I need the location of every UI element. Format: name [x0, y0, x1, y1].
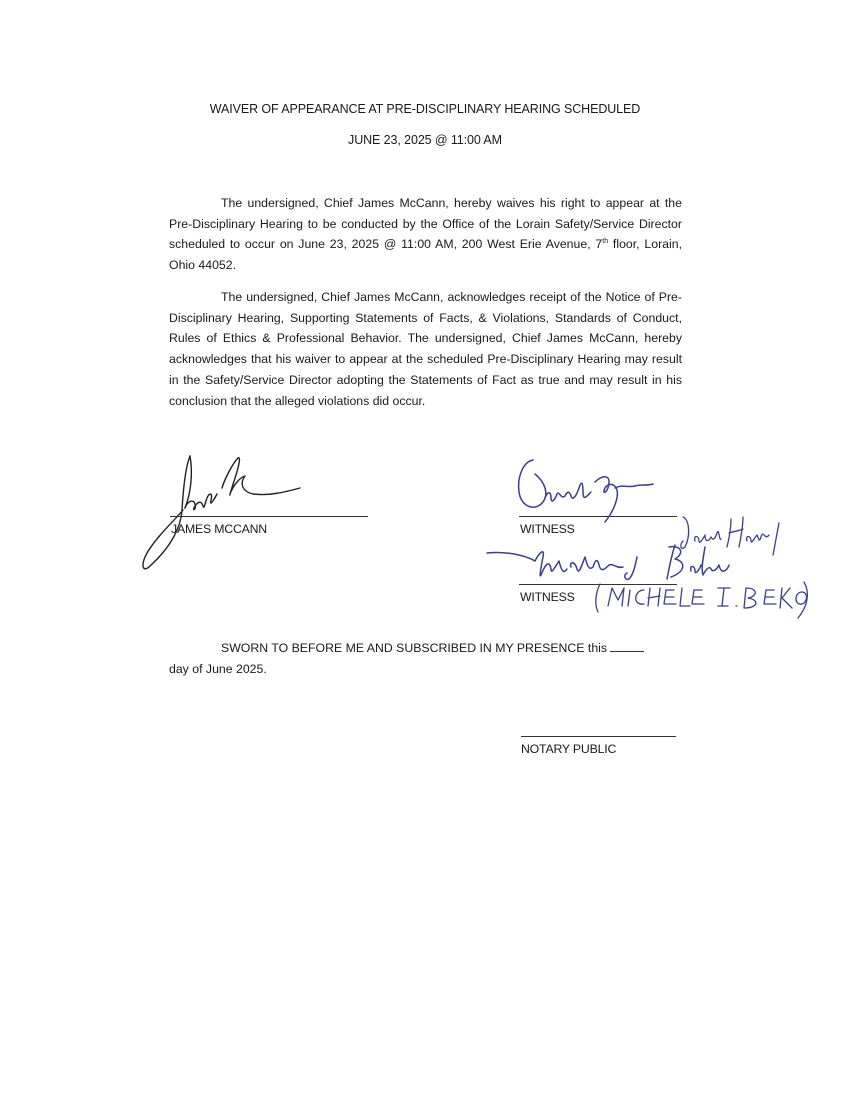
witness-1-signature-icon	[505, 452, 705, 532]
witness-1-signature-line	[519, 516, 677, 517]
sworn-statement	[169, 638, 689, 679]
waiver-text: The undersigned, Chief James McCann, hereby waives his right to appear at the Pre-Disciplinary Hearing to be conducted by the Office of the Lorain Safety/Service Director scheduled to occur on June 23, 2025 @ 11:00 AM, 200 West Erie Avenue, 7	[169, 196, 682, 252]
notary-public-label: NOTARY PUBLIC	[521, 742, 617, 756]
witness-2-label: WITNESS	[520, 590, 575, 604]
waiver-text-end: floor, Lorain, Ohio 44052.	[169, 237, 683, 273]
signer-signature-icon	[135, 448, 315, 578]
hearing-date: JUNE 23, 2025 @ 11:00 AM	[348, 133, 502, 147]
ordinal-suffix: th	[602, 238, 609, 246]
witness-1-printed-name-icon	[675, 505, 785, 560]
acknowledgement-paragraph: The undersigned, Chief James McCann, acknowledges receipt of the Notice of Pre-Disciplinary Hearing, Supporting Statements of Facts, & Violations, Standards of Conduct, Rules of Ethics & Professional Behavior. The undersigned, Chief James McCann, hereby acknowledges that his waiver to appear at the scheduled Pre-Disciplinary Hearing may result in the Safety/Service Director adopting the Statements of Fact as true and may result in his conclusion that the alleged violations did occur.	[169, 290, 682, 408]
witness-2-signature-icon	[485, 535, 745, 595]
signer-name-label: JAMES MCCANN	[171, 522, 267, 536]
day-blank-field[interactable]	[610, 641, 644, 652]
waiver-paragraph	[169, 193, 682, 276]
document-title: WAIVER OF APPEARANCE AT PRE-DISCIPLINARY HEARING SCHEDULED	[209, 102, 641, 116]
notary-signature-line	[521, 736, 676, 737]
sworn-text: SWORN TO BEFORE ME AND SUBSCRIBED IN MY PRESENCE this	[221, 641, 608, 655]
witness-1-label: WITNESS	[520, 522, 575, 536]
sworn-text-date: day of June 2025.	[169, 661, 267, 676]
signer-signature-line	[170, 516, 368, 517]
witness-2-signature-line	[519, 584, 677, 585]
